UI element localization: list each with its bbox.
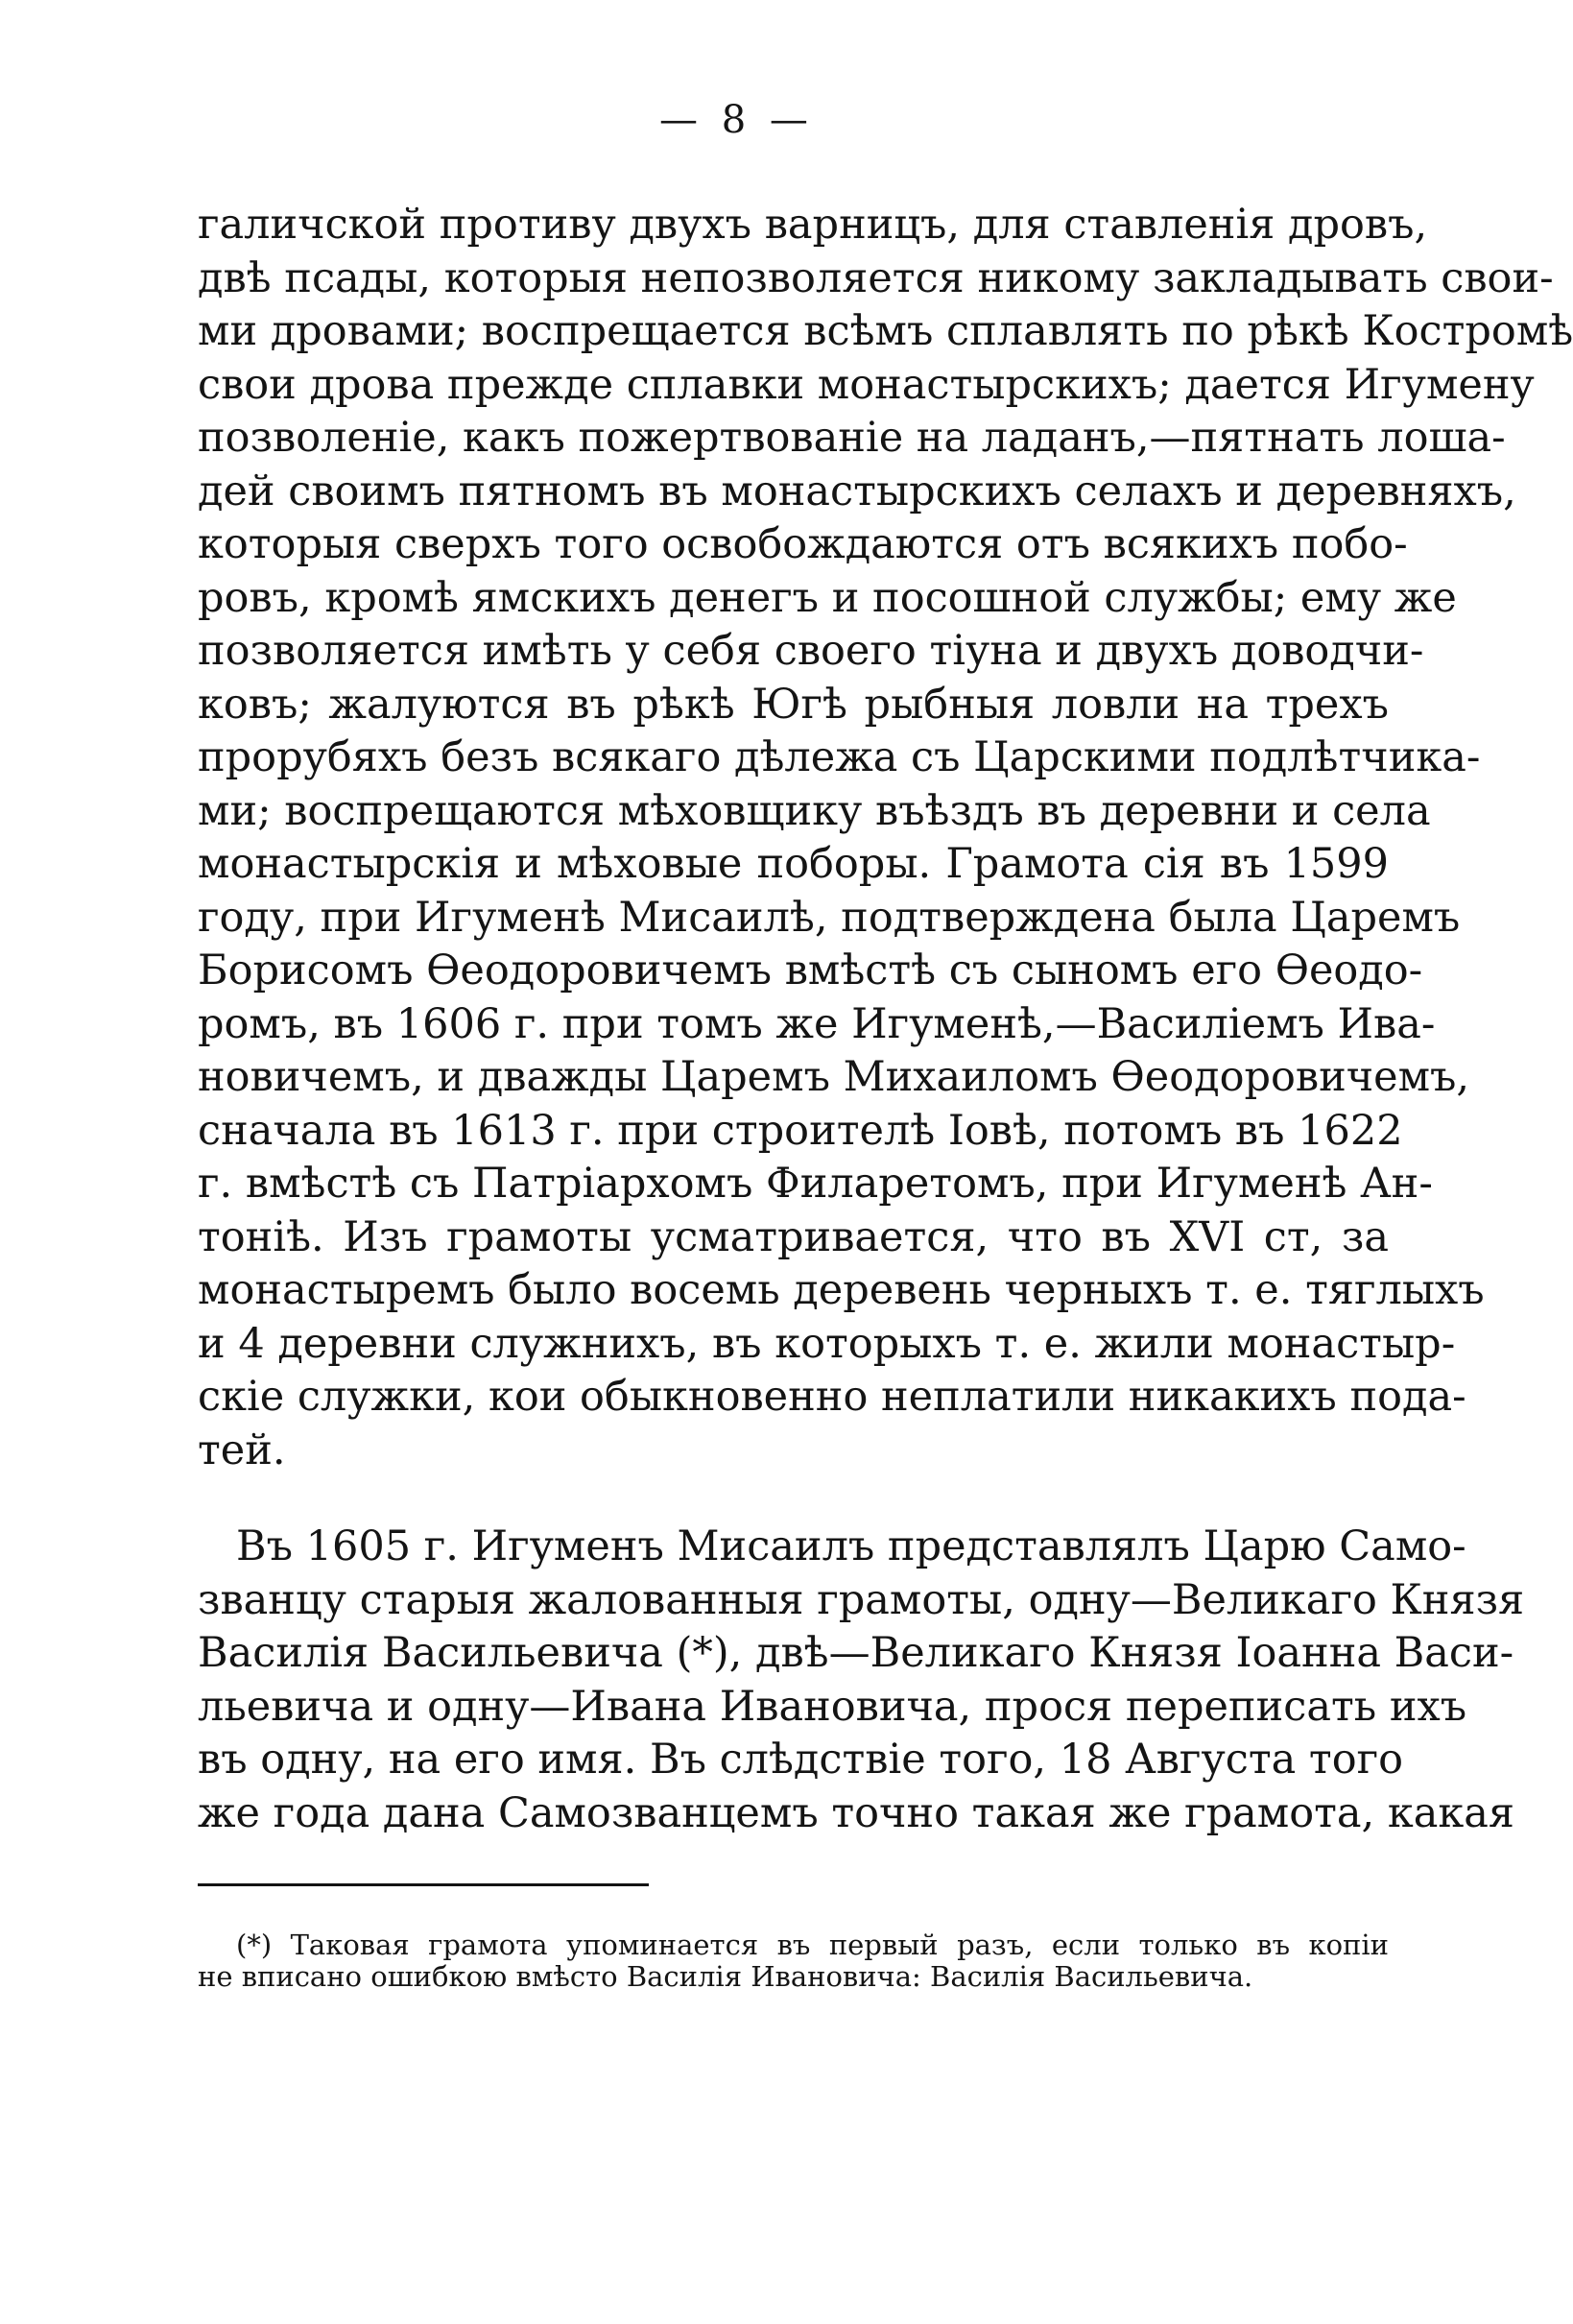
text-line: сначала въ 1613 г. при строителѣ Іовѣ, потомъ въ 1622 bbox=[198, 1106, 1403, 1155]
footnote-divider bbox=[198, 1883, 649, 1886]
text-line: тей. bbox=[198, 1426, 286, 1474]
text-line: позволеніе, какъ пожертвованіе на ладанъ,—пятнать лоша- bbox=[198, 414, 1506, 462]
text-line: году, при Игуменѣ Мисаилѣ, подтверждена была Царемъ bbox=[198, 893, 1461, 942]
text-line: Борисомъ Ѳеодоровичемъ вмѣстѣ съ сыномъ его Ѳеодо- bbox=[198, 946, 1423, 994]
page-number: — 8 — bbox=[659, 98, 814, 142]
text-line: Въ 1605 г. Игуменъ Мисаилъ представлялъ Царю Само- bbox=[236, 1522, 1466, 1570]
text-line: Василія Васильевича (*), двѣ—Великаго Князя Іоанна Васи- bbox=[198, 1629, 1514, 1677]
paragraph-1 bbox=[198, 199, 1573, 1477]
text-line: ми; воспрещаются мѣховщику въѣздъ въ деревни и села bbox=[198, 786, 1431, 835]
text-line: въ одну, на его имя. Въ слѣдствіе того, 18 Августа того bbox=[198, 1736, 1404, 1784]
text-line: скіе служки, кои обыкновенно неплатили никакихъ пода- bbox=[198, 1373, 1466, 1421]
text-line: прорубяхъ безъ всякаго дѣлежа съ Царскими подлѣтчика- bbox=[198, 733, 1481, 781]
text-line: ми дровами; воспрещается всѣмъ сплавлять по рѣкѣ Костромѣ bbox=[198, 307, 1573, 355]
text-line: позволяется имѣть у себя своего тіуна и двухъ доводчи- bbox=[198, 627, 1424, 675]
footnote-line: (*) Таковая грамота упоминается въ первый разъ, если только въ копіи bbox=[236, 1929, 1389, 1961]
text-line: дей своимъ пятномъ въ монастырскихъ селахъ и деревняхъ, bbox=[198, 467, 1516, 515]
text-line: и 4 деревни служнихъ, въ которыхъ т. е. жили монастыр- bbox=[198, 1319, 1456, 1368]
text-line: льевича и одну—Ивана Ивановича, прося переписать ихъ bbox=[198, 1682, 1467, 1731]
text-line: ромъ, въ 1606 г. при томъ же Игуменѣ,—Василіемъ Ива- bbox=[198, 999, 1436, 1048]
text-line: же года дана Самозванцемъ точно такая же грамота, какая bbox=[198, 1788, 1515, 1837]
text-line: двѣ псады, которыя непозволяется никому закладывать свои- bbox=[198, 253, 1554, 302]
footnote-line: не вписано ошибкою вмѣсто Василія Ивановича: Василія Васильевича. bbox=[198, 1960, 1253, 1993]
text-line: новичемъ, и дважды Царемъ Михаиломъ Ѳеодоровичемъ, bbox=[198, 1053, 1470, 1101]
paragraph-2 bbox=[198, 1521, 1525, 1840]
footnote bbox=[198, 1929, 1389, 1993]
text-line: ровъ, кромѣ ямскихъ денегъ и посошной службы; ему же bbox=[198, 573, 1457, 622]
text-line: которыя сверхъ того освобождаются отъ всякихъ побо- bbox=[198, 520, 1408, 568]
text-line: свои дрова прежде сплавки монастырскихъ; дается Игумену bbox=[198, 360, 1535, 409]
text-line: галичской противу двухъ варницъ, для ставленія дровъ, bbox=[198, 201, 1428, 249]
text-line: монастыремъ было восемь деревень черныхъ т. е. тяглыхъ bbox=[198, 1266, 1485, 1314]
text-line: г. вмѣстѣ съ Патріархомъ Филаретомъ, при Игуменѣ Ан- bbox=[198, 1160, 1433, 1208]
text-line: званцу старыя жалованныя грамоты, одну—Великаго Князя bbox=[198, 1575, 1525, 1624]
text-line: ковъ; жалуются въ рѣкѣ Югѣ рыбныя ловли на трехъ bbox=[198, 680, 1389, 729]
text-line: монастырскія и мѣховые поборы. Грамота сія въ 1599 bbox=[198, 840, 1389, 888]
text-line: тоніѣ. Изъ грамоты усматривается, что въ XVI ст, за bbox=[198, 1212, 1389, 1261]
